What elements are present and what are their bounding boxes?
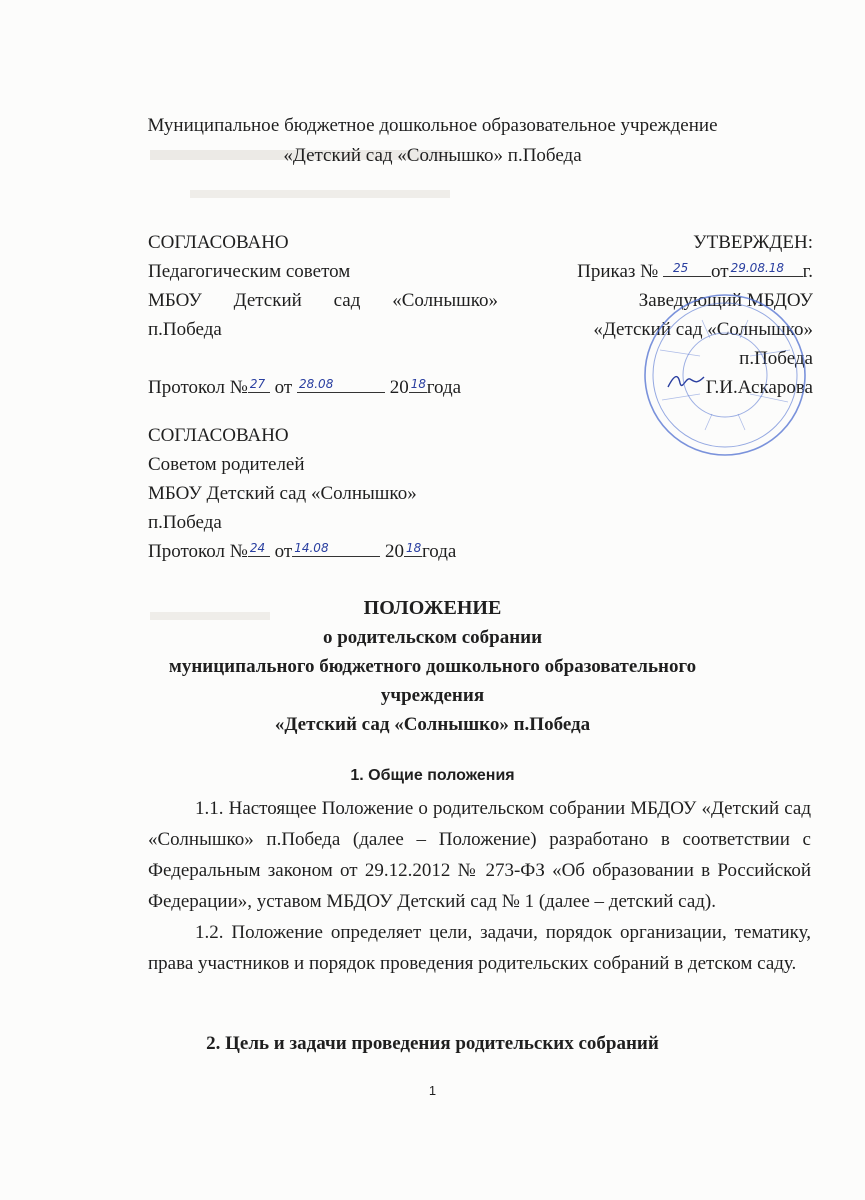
protocol-label: Протокол № (148, 541, 248, 562)
protocol-date-blank (292, 538, 380, 557)
page-number: 1 (428, 1083, 437, 1098)
parents-line1: Советом родителей (148, 454, 305, 475)
protocol-year-blank (409, 374, 427, 393)
protocol-year-handwritten: 18 (405, 541, 422, 555)
protocol-number-blank (248, 374, 270, 393)
approved-line4: п.Победа (739, 348, 813, 369)
signer-name: Г.И.Аскарова (705, 377, 813, 398)
title-line1: ПОЛОЖЕНИЕ (363, 597, 502, 619)
protocol-date-blank (297, 374, 385, 393)
protocol-year-prefix: 20 (389, 377, 409, 398)
parents-protocol-line (148, 537, 548, 566)
parents-line2: МБОУ Детский сад «Солнышко» (148, 483, 417, 504)
section2-heading: 2. Цель и задачи проведения родительских собраний (206, 1033, 659, 1054)
order-date-blank (729, 258, 803, 277)
order-line (493, 257, 813, 286)
protocol-from-label: от (274, 377, 293, 398)
title-line3: муниципального бюджетного дошкольного образовательного (168, 656, 697, 677)
org-name-line1: Муниципальное бюджетное дошкольное образовательное учреждение (147, 115, 718, 136)
approved-line2: Заведующий МБДОУ (638, 290, 813, 311)
protocol-year-handwritten: 18 (410, 377, 426, 391)
protocol-number-handwritten: 24 (249, 541, 266, 555)
document-title (0, 594, 865, 739)
agreed-line1: Педагогическим советом (148, 261, 351, 282)
teachers-protocol-line (148, 373, 498, 402)
protocol-year-suffix: года (421, 541, 457, 562)
agreed-teachers-block (148, 228, 498, 402)
agreed-word: «Солнышко» (392, 290, 498, 311)
protocol-year-suffix: года (426, 377, 462, 398)
agreed-word: МБОУ (148, 290, 202, 311)
protocol-year-blank (404, 538, 422, 557)
order-number-handwritten: 25 (673, 261, 689, 275)
agreed-line2 (148, 286, 498, 315)
agreed-word: сад (333, 290, 361, 311)
bleed-through-mark (190, 190, 450, 198)
protocol-number-blank (248, 538, 270, 557)
order-from-label: от (711, 261, 729, 282)
order-label: Приказ № (577, 261, 659, 282)
protocol-date-handwritten: 14.08 (294, 541, 329, 555)
agreed-line3: п.Победа (148, 319, 222, 340)
parents-line3: п.Победа (148, 512, 222, 533)
approved-line3: «Детский сад «Солнышко» (593, 319, 813, 340)
section1-body (148, 793, 811, 979)
title-line5: «Детский сад «Солнышко» п.Победа (274, 714, 591, 735)
paragraph-1-2: 1.2. Положение определяет цели, задачи, порядок организации, тематику, права участников и порядок проведения родительских собраний в детском саду. (148, 922, 811, 974)
title-line4: учреждения (380, 685, 485, 706)
parents-agreed-heading: СОГЛАСОВАНО (148, 425, 289, 446)
paragraph-1-1: 1.1. Настоящее Положение о родительском собрании МБДОУ «Детский сад «Солнышко» п.Победа (далее – Положение) разработано в соответствии с Федеральным законом от 29.12.2012 № 273-ФЗ «Об образовании в Российской Федерации», уставом МБДОУ Детский сад № 1 (далее – детский сад). (148, 798, 811, 912)
order-suffix: г. (802, 261, 813, 282)
section1-heading: 1. Общие положения (350, 767, 515, 784)
order-date-handwritten: 29.08.18 (730, 261, 785, 275)
agreed-parents-block (148, 421, 548, 566)
official-stamp (640, 290, 810, 460)
approved-heading: УТВЕРЖДЕН: (693, 232, 813, 253)
title-line2: о родительском собрании (322, 627, 543, 648)
protocol-year-prefix: 20 (384, 541, 404, 562)
protocol-number-handwritten: 27 (249, 377, 266, 391)
agreed-word: Детский (233, 290, 302, 311)
protocol-label: Протокол № (148, 377, 248, 398)
organization-header (0, 111, 865, 171)
order-number-blank (663, 258, 711, 277)
protocol-date-handwritten: 28.08 (298, 377, 334, 391)
protocol-from-label: от (274, 541, 293, 562)
org-name-line2: «Детский сад «Солнышко» п.Победа (283, 145, 582, 166)
agreed-heading: СОГЛАСОВАНО (148, 232, 289, 253)
